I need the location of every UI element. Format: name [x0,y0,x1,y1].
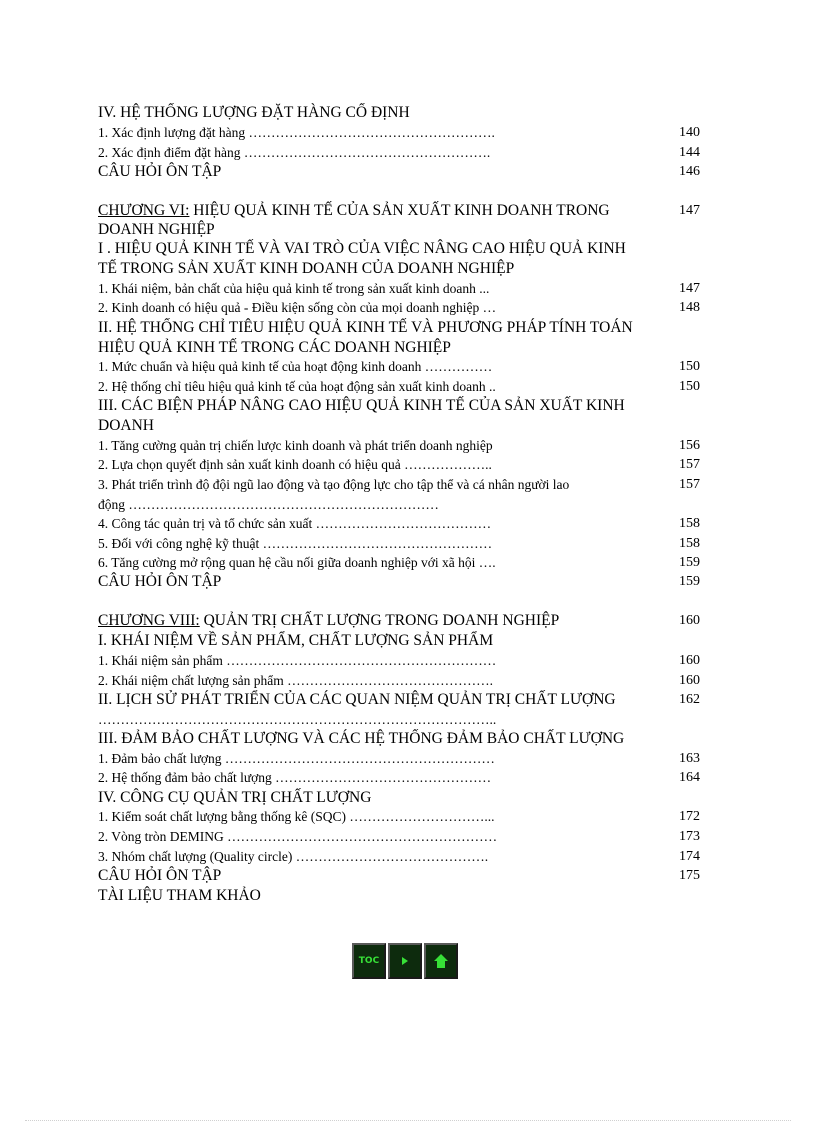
toc-entry-text [98,847,664,866]
next-button[interactable] [388,943,422,979]
entry-title: 1. Khái niệm sản phẩm …………………………………………………… [98,653,497,668]
toc-entry-text [98,749,664,768]
entry-title: CÂU HỎI ÔN TẬP [98,573,222,590]
entry-title: 5. Đối với công nghệ kỹ thuật …………………………………………… [98,536,493,551]
toc-entry-text [98,495,664,514]
toc-entry-text [98,631,664,650]
entry-title: QUẢN TRỊ CHẤT LƯỢNG TRONG DOANH NGHIỆP [199,612,560,629]
entry-title: 2. Vòng tròn DEMING …………………………………………………… [98,829,498,844]
toc-entry-text [98,534,664,553]
toc-button[interactable] [352,943,386,979]
page-number: 148 [679,300,700,315]
page-number: 147 [679,203,700,218]
entry-title: DOANH [98,417,154,434]
toc-entry-text [98,103,664,122]
entry-title: 3. Nhóm chất lượng (Quality circle) ……………………………………. [98,849,489,864]
toc-entry-text [98,357,664,376]
page-number: 157 [679,477,700,492]
entry-title: 1. Khái niệm, bản chất của hiệu quả kinh tế trong sản xuất kinh doanh ... [98,281,490,296]
entry-title: 1. Xác định lượng đặt hàng ………………………………………………. [98,125,495,140]
toc-entry-text [98,201,664,220]
page-number: 157 [679,457,700,472]
entry-title: 3. Phát triển trình độ đội ngũ lao động và tạo động lực cho tập thể và cá nhân người lao [98,477,570,492]
entry-title: IV. HỆ THỐNG LƯỢNG ĐẶT HÀNG CỐ ĐỊNH [98,104,410,121]
toc-label: TOC [358,956,380,966]
toc-entry-text [98,338,664,357]
entry-title: 4. Công tác quản trị và tổ chức sản xuất ………………………………… [98,516,492,531]
entry-title: 2. Hệ thống chỉ tiêu hiệu quả kinh tế của hoạt động sản xuất kinh doanh .. [98,379,496,394]
toc-entry-text [98,572,664,591]
entry-title: 2. Kinh doanh có hiệu quả - Điều kiện sống còn của mọi doanh nghiệp … [98,300,497,315]
entry-title: TÀI LIỆU THAM KHẢO [98,887,261,904]
entry-title: I. KHÁI NIỆM VỀ SẢN PHẨM, CHẤT LƯỢNG SẢN PHẨM [98,632,494,649]
toc-entry-text [98,318,664,337]
entry-title: III. ĐẢM BẢO CHẤT LƯỢNG VÀ CÁC HỆ THỐNG ĐẢM BẢO CHẤT LƯỢNG [98,730,625,747]
navigation-bar [352,943,458,979]
toc-entry-text [98,239,664,258]
toc-entry-text [98,416,664,435]
toc-entry-text [98,886,664,905]
toc-entry-text [98,768,664,787]
toc-entry-text [98,710,664,729]
chapter-label: CHƯƠNG VIII: [98,612,200,629]
entry-title: 1. Tăng cường quản trị chiến lược kinh doanh và phát triển doanh nghiệp [98,438,493,453]
page-number: 162 [679,692,700,707]
play-icon [402,957,408,965]
toc-entry-text [98,298,664,317]
page-number: 160 [679,613,700,628]
entry-title: HIỆU QUẢ KINH TẾ CỦA SẢN XUẤT KINH DOANH TRONG [189,202,610,219]
toc-entry-text [98,455,664,474]
toc-entry-text [98,651,664,670]
toc-entry-text [98,827,664,846]
entry-title: động …………………………………………………………… [98,497,439,512]
page-number: 156 [679,438,700,453]
entry-title: II. LỊCH SỬ PHÁT TRIỂN CỦA CÁC QUAN NIỆM QUẢN TRỊ CHẤT LƯỢNG [98,691,616,708]
entry-title: 1. Đảm bảo chất lượng …………………………………………………… [98,751,495,766]
page-number: 147 [679,281,700,296]
page-number: 159 [679,555,700,570]
entry-title: CÂU HỎI ÔN TẬP [98,163,222,180]
toc-entry-text [98,553,664,572]
toc-entry-text [98,690,664,709]
home-button[interactable] [424,943,458,979]
page-number: 163 [679,751,700,766]
page-number: 150 [679,359,700,374]
toc-entry-text [98,611,664,630]
entry-title: IV. CÔNG CỤ QUẢN TRỊ CHẤT LƯỢNG [98,789,372,806]
page-number: 146 [679,164,700,179]
entry-title: 2. Hệ thống đảm bảo chất lượng ………………………………………… [98,770,492,785]
chapter-label: CHƯƠNG VI: [98,202,190,219]
page-number: 164 [679,770,700,785]
toc-entry-text [98,123,664,142]
entry-title: III. CÁC BIỆN PHÁP NÂNG CAO HIỆU QUẢ KINH TẾ CỦA SẢN XUẤT KINH [98,397,625,414]
toc-entry-text [98,143,664,162]
entry-title: 1. Kiểm soát chất lượng bằng thống kê (SQC) …………………………... [98,809,495,824]
page-divider [25,1120,791,1121]
page-number: 160 [679,653,700,668]
entry-title: 2. Khái niệm chất lượng sản phẩm ………………………………………. [98,673,494,688]
toc-entry-text [98,279,664,298]
entry-title: 2. Lựa chọn quyết định sản xuất kinh doanh có hiệu quả ……………….. [98,457,492,472]
toc-entry-text [98,475,664,494]
toc-entry-text [98,259,664,278]
entry-title: CÂU HỎI ÔN TẬP [98,867,222,884]
toc-entry-text [98,671,664,690]
toc-entry-text [98,436,664,455]
page-number: 175 [679,868,700,883]
page-number: 173 [679,829,700,844]
entry-title: 1. Mức chuẩn và hiệu quả kinh tế của hoạt động kinh doanh …………… [98,359,493,374]
page-number: 140 [679,125,700,140]
page-number: 160 [679,673,700,688]
toc-entry-text [98,866,664,885]
toc-entry-text [98,220,664,239]
entry-title: II. HỆ THỐNG CHỈ TIÊU HIỆU QUẢ KINH TẾ VÀ PHƯƠNG PHÁP TÍNH TOÁN [98,319,633,336]
page-number: 174 [679,849,700,864]
entry-title: …………………………………………………………………………….. [98,712,497,727]
entry-title: TẾ TRONG SẢN XUẤT KINH DOANH CỦA DOANH NGHIỆP [98,260,515,277]
page-number: 158 [679,536,700,551]
page-number: 172 [679,809,700,824]
page-number: 158 [679,516,700,531]
page-number: 144 [679,145,700,160]
page-number: 150 [679,379,700,394]
page-number: 159 [679,574,700,589]
entry-title: DOANH NGHIỆP [98,221,215,238]
toc-entry-text [98,807,664,826]
toc-entry-text [98,729,664,748]
entry-title: 2. Xác định điểm đặt hàng ………………………………………………. [98,145,491,160]
toc-entry-text [98,396,664,415]
entry-title: HIỆU QUẢ KINH TẾ TRONG CÁC DOANH NGHIỆP [98,339,451,356]
toc-entry-text [98,377,664,396]
home-icon [433,953,449,969]
toc-entry-text [98,514,664,533]
toc-entry-text [98,788,664,807]
entry-title: 6. Tăng cường mở rộng quan hệ cầu nối giữa doanh nghiệp với xã hội …. [98,555,496,570]
toc-entry-text [98,162,664,181]
entry-title: I . HIỆU QUẢ KINH TẾ VÀ VAI TRÒ CỦA VIỆC NÂNG CAO HIỆU QUẢ KINH [98,240,626,257]
